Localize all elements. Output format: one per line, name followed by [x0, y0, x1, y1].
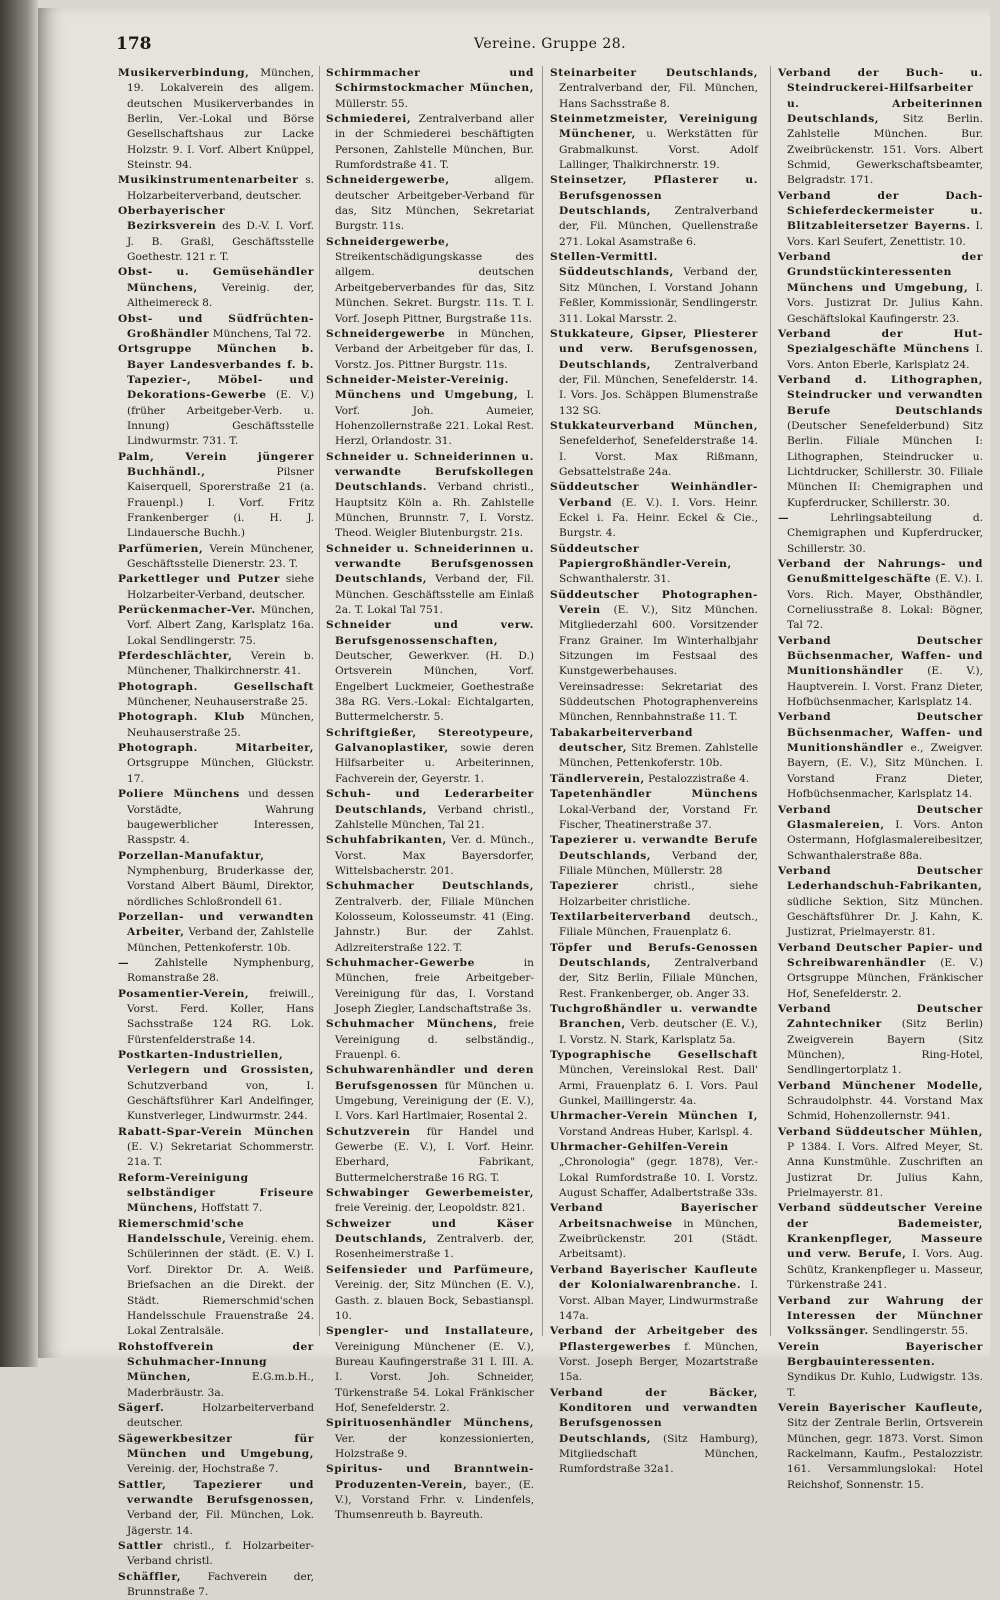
entry-heading: Rabatt-Spar-Verein München: [118, 1125, 314, 1138]
directory-entry: [118, 1048, 314, 1125]
entry-heading: Verband der Arbeitgeber des Pflastergewerbes: [550, 1325, 758, 1353]
entry-heading: Oberbayerischer Bezirksverein: [118, 205, 226, 233]
directory-entry: [778, 557, 983, 634]
directory-entry: [550, 250, 758, 327]
directory-entry: [326, 956, 534, 1017]
entry-details: (E. V.), Hauptverein. I. Vorst. Franz Dieter, Hofbüchsenmacher, Karlsplatz 14.: [787, 665, 983, 709]
entry-details: I. Vors. Anton Ostermann, Hofglasmalereibesitzer, Schwanthalerstraße 88a.: [787, 818, 983, 862]
directory-entry: [118, 910, 314, 956]
directory-entry: [118, 849, 314, 910]
entry-details: (E. V.) Sekretariat Schommerstr. 21a. T.: [127, 1141, 314, 1169]
entry-details: Vereinig. der, Hochstraße 7.: [127, 1463, 279, 1476]
entry-heading: Süddeutscher Papiergroßhändler-Verein,: [550, 542, 732, 570]
entry-heading: Parfümerien,: [118, 542, 204, 555]
entry-heading: Parkettleger und Putzer: [118, 573, 281, 586]
entry-details: I. Vorf. Joh. Aumeier, Hohenzollernstraße 221. Lokal Rest. Herzl, Orlandostr. 31.: [335, 389, 534, 448]
entry-heading: Schneider u. Schneiderinnen u. verwandte Berufsgenossen Deutschlands,: [326, 542, 534, 586]
entry-details: Zentralverb. der, Rosenheimerstraße 1.: [335, 1233, 534, 1261]
entry-heading: Palm, Verein jüngerer Buchhändl.,: [118, 450, 314, 478]
directory-entry: [118, 1478, 314, 1539]
entry-heading: Riemerschmid'sche Handelsschule,: [118, 1217, 245, 1246]
entry-details: freie Vereinig. der, Leopoldstr. 821.: [335, 1202, 526, 1215]
entry-heading: —: [118, 956, 130, 969]
entry-details: Schwanthalerstr. 31.: [559, 573, 671, 586]
entry-heading: Verband Deutscher Büchsenmacher, Waffen- und Munitionshändler: [778, 634, 983, 678]
directory-entry: [326, 1263, 534, 1324]
directory-entry: [778, 250, 983, 327]
directory-entry: [118, 1570, 314, 1600]
entry-details: Zentralverband der, Fil. München, Hans Sachsstraße 8.: [559, 82, 758, 110]
entry-details: bayer., (E. V.), Vorstand Frhr. v. Lindenfels, Thumsenreuth b. Bayreuth.: [335, 1478, 535, 1522]
directory-column-3: [550, 66, 758, 1476]
entry-details: Vereinig. der, Altheimereck 8.: [127, 281, 314, 310]
entry-heading: Posamentier-Verein,: [118, 987, 250, 1000]
directory-entry: [118, 1401, 314, 1432]
entry-heading: Uhrmacher-Gehilfen-Verein: [550, 1141, 729, 1154]
entry-heading: —: [778, 511, 790, 524]
entry-details: Deutscher, Gewerkver. (H. D.) Ortsverein München, Vorf. Engelbert Luckmeier, Goethestraße 38a RG. Vers.-Lokal: Eichtalgarten, Buttermelcherstr. 5.: [335, 650, 534, 724]
directory-entry: [778, 710, 983, 802]
entry-details: München, 19. Lokalverein des allgem. deutschen Musikerverbandes in Berlin, Ver.-Lokal und Börse Gesellschaftshaus zur Lacke Holzstr. 9. I. Vorf. Albert Knüppel, Steinstr. 94.: [127, 67, 314, 172]
entry-details: Verband der, Fil. München. Geschäftsstelle am Einlaß 2a. T. Lokal Tal 751.: [335, 573, 534, 617]
entry-details: sowie deren Hilfsarbeiter u. Arbeiterinnen, Fachverein der, Geyerstr. 1.: [335, 742, 534, 785]
entry-heading: Verband Deutscher Lederhandschuh-Fabrikanten,: [778, 864, 983, 893]
directory-entry: [778, 864, 983, 941]
directory-column-1: [118, 66, 315, 1599]
entry-details: Schraudolphstr. 44. Vorstand Max Schmid, Hohenzollernstr. 941.: [787, 1095, 983, 1123]
directory-entry: [778, 634, 983, 711]
directory-entry: [550, 588, 758, 726]
directory-entry: [778, 1201, 983, 1293]
directory-entry: [550, 1109, 758, 1140]
entry-heading: Schweizer und Käser Deutschlands,: [326, 1217, 534, 1246]
directory-entry: [550, 419, 758, 480]
entry-heading: Sattler, Tapezierer und verwandte Berufsgenossen,: [118, 1478, 314, 1506]
entry-details: Syndikus Dr. Kuhlo, Ludwigstr. 13s. T.: [787, 1371, 983, 1399]
directory-entry: [550, 1201, 758, 1262]
entry-details: und dessen Vorstädte, Wahrung baugewerblicher Interessen, Rasspstr. 4.: [127, 788, 314, 847]
entry-details: Senefelderhof, Senefelderstraße 14. I. Vorst. Max Rißmann, Gebsattelstraße 24a.: [559, 435, 758, 478]
entry-details: Streikentschädigungskasse des allgem. deutschen Arbeitgeberverbandes für das, Sitz München. Sekret. Burgstr. 11s. T. I. Vorf. Joseph Pittner, Burgstraße 11s.: [335, 251, 534, 325]
directory-entry: [118, 542, 314, 573]
entry-heading: Photograph. Mitarbeiter,: [118, 742, 314, 755]
entry-details: Verband der, Zahlstelle München, Pettenkoferstr. 10b.: [127, 926, 314, 954]
entry-details: Zentralverband der, Sitz Berlin, Filiale München, Rest. Frankenberger, ob. Anger 33.: [559, 956, 758, 1000]
entry-details: christl., f. Holzarbeiter-Verband christl.: [127, 1540, 314, 1568]
directory-entry: [326, 112, 534, 173]
entry-details: (E. V.). I. Vors. Heinr. Eckel i. Fa. Heinr. Eckel & Cie., Burgstr. 4.: [559, 496, 758, 540]
entry-heading: Reform-Vereinigung selbständiger Friseure Münchens,: [118, 1171, 314, 1215]
entry-details: Sitz der Zentrale Berlin, Ortsverein München, gegr. 1873. Vorst. Simon Rackelmann, Kaufm., Pestalozzistr. 161. Versammlungslokal: Hotel Reichshof, Sonnenstr. 15.: [787, 1417, 983, 1491]
entry-details: Verband der, Sitz München, I. Vorstand Johann Feßler, Kommissionär, Sendlingerstr. 311. Lokal Marsstr. 2.: [559, 266, 758, 325]
page-header: [78, 34, 980, 58]
entry-details: Schutzverband von, I. Geschäftsführer Karl Andelfinger, Kunstverleger, Lindwurmstr. 244.: [127, 1079, 314, 1123]
directory-entry: [118, 956, 314, 987]
directory-entry: [118, 680, 314, 711]
entry-details: München, Vereinslokal Rest. Dall' Armi, Frauenplatz 6. I. Vors. Paul Gunkel, Maillingerstr. 4a.: [559, 1064, 758, 1108]
entry-heading: Tuchgroßhändler u. verwandte Branchen,: [550, 1002, 758, 1031]
directory-entry: [550, 173, 758, 250]
entry-heading: Schneider u. Schneiderinnen u. verwandte Berufskollegen Deutschlands.: [326, 450, 534, 494]
directory-entry: [118, 1539, 314, 1570]
entry-details: südliche Sektion, Sitz München. Geschäftsführer Dr. J. Kahn, K. Justizrat, Prielmayerstr. 81.: [787, 895, 983, 939]
entry-details: u. Werkstätten für Grabmalkunst. Vorst. Adolf Lallinger, Thalkirchnerstr. 19.: [559, 128, 758, 172]
directory-entry: [778, 1002, 983, 1079]
directory-entry: [326, 1324, 534, 1416]
entry-details: Zentralverband der, Fil. München, Quellenstraße 271. Lokal Asamstraße 6.: [559, 205, 758, 248]
entry-heading: Obst- u. Gemüsehändler Münchens,: [118, 266, 314, 294]
directory-entry: [778, 1079, 983, 1125]
directory-entry: [118, 1340, 314, 1401]
entry-details: (E. V.). I. Vors. Rich. Mayer, Obsthändler, Corneliusstraße 8. Lokal: Bögner, Tal 72.: [787, 573, 983, 632]
entry-details: Ortsgruppe München, Glückstr. 17.: [127, 757, 314, 785]
entry-heading: Verband Bayerischer Kaufleute der Kolonialwarenbranche.: [550, 1263, 758, 1292]
directory-entry: [118, 173, 314, 204]
directory-entry: [550, 1263, 758, 1324]
directory-entry: [118, 1125, 314, 1171]
entry-heading: Verband Münchener Modelle,: [778, 1079, 983, 1092]
entry-details: I. Vors. Karl Seufert, Zenettistr. 10.: [787, 220, 984, 248]
directory-entry: [326, 373, 534, 450]
entry-details: Vorstand Andreas Huber, Karlspl. 4.: [559, 1125, 753, 1138]
entry-details: Sitz Berlin. Zahlstelle München. Bur. Zweibrückenstr. 151. Vors. Albert Schmid, Gewerkschaftsbeamter, Belgradstr. 171.: [787, 113, 983, 187]
directory-entry: [326, 66, 534, 112]
entry-details: (E. V.) (früher Arbeitgeber-Verb. u. Innung) Geschäftsstelle Lindwurmstr. 731. T.: [127, 389, 315, 448]
entry-heading: Verband der Bäcker, Konditoren und verwandten Berufsgenossen Deutschlands,: [550, 1386, 758, 1445]
entry-heading: Schuhmacher-Gewerbe: [326, 956, 475, 969]
directory-entry: [778, 803, 983, 864]
directory-entry: [550, 910, 758, 941]
directory-entry: [778, 1294, 983, 1340]
entry-heading: Musikinstrumentenarbeiter: [118, 174, 299, 187]
entry-details: siehe Holzarbeiter-Verband, deutscher.: [127, 573, 315, 601]
directory-entry: [778, 1401, 983, 1493]
entry-heading: Sägerf.: [118, 1401, 165, 1414]
entry-details: Zentralverband der, Fil. München, Senefelderstr. 14. I. Vors. Jos. Schäppen Blumenstraße 132 SG.: [559, 358, 758, 417]
entry-details: Vereinig. ehem. Schülerinnen der städt. (E. V.) I. Vorf. Direktor Dr. A. Weiß. Briefsachen an die Direkt. der Städt. Riemerschmid'schen Handelsschule Frauenstraße 24. Lokal Zentralsäle.: [127, 1233, 314, 1338]
entry-heading: Tapetenhändler Münchens: [550, 788, 758, 801]
entry-heading: Uhrmacher-Verein München I,: [550, 1110, 758, 1123]
entry-heading: Schuhmacher Münchens,: [326, 1018, 498, 1031]
entry-heading: Spirituosenhändler Münchens,: [326, 1417, 534, 1430]
entry-heading: Poliere Münchens: [118, 788, 240, 801]
entry-heading: Stukkateure, Gipser, Pliesterer und verw. Berufsgenossen, Deutschlands,: [550, 327, 758, 371]
entry-details: (Deutscher Senefelderbund) Sitz Berlin. Filiale München I: Lithographen, Steindrucker u. Lichtdrucker, Schillerstr. 30. Filiale München II: Chemigraphen und Kupferdrucker, Schillerstr. 30.: [787, 419, 983, 509]
entry-heading: Schuhwarenhändler und deren Berufsgenossen: [326, 1064, 534, 1092]
entry-details: I. Vors. Aug. Schütz, Krankenpfleger u. Masseur, Türkenstraße 241.: [787, 1248, 983, 1292]
entry-details: Pilsner Kaiserquell, Sporerstraße 21 (a. Frauenpl.) I. Vorf. Fritz Frankenberger (i. H. J. Lindauersche Buchh.): [127, 465, 314, 540]
entry-heading: Schwabinger Gewerbemeister,: [326, 1187, 534, 1200]
directory-entry: [118, 204, 314, 265]
entry-heading: Verband d. Lithographen, Steindrucker und verwandten Berufe Deutschlands: [778, 373, 983, 417]
entry-heading: Seifensieder und Parfümeure,: [326, 1263, 534, 1276]
entry-details: München, Neuhauserstraße 25.: [127, 711, 314, 739]
directory-entry: [118, 342, 314, 449]
column-divider: [319, 66, 320, 1336]
directory-entry: [550, 879, 758, 910]
directory-entry: [326, 833, 534, 879]
entry-heading: Verband Deutscher Papier- und Schreibwarenhändler: [778, 941, 983, 969]
entry-heading: Schuhfabrikanten,: [326, 834, 447, 847]
directory-entry: [118, 572, 314, 603]
entry-heading: Schneider-Meister-Vereinig. Münchens und Umgebung,: [326, 373, 519, 402]
entry-heading: Verband süddeutscher Vereine der Bademeister, Krankenpfleger, Masseure und verw. Berufe,: [778, 1202, 983, 1261]
page-number: 178: [116, 34, 152, 54]
entry-details: Ver. d. Münch., Vorst. Max Bayersdorfer, Wittelsbacherstr. 201.: [335, 834, 534, 877]
directory-entry: [550, 480, 758, 541]
entry-details: Zahlstelle Nymphenburg, Romanstraße 28.: [127, 956, 314, 985]
directory-entry: [550, 941, 758, 1002]
entry-heading: Verband Deutscher Büchsenmacher, Waffen- und Munitionshändler: [778, 711, 983, 755]
entry-details: Sendlingerstr. 55.: [872, 1325, 969, 1338]
directory-entry: [550, 726, 758, 772]
entry-heading: Verband der Grundstückinteressenten Münchens und Umgebung,: [778, 251, 983, 294]
entry-heading: Schäffler,: [118, 1570, 182, 1583]
directory-entry: [118, 1432, 314, 1478]
directory-entry: [118, 603, 314, 649]
directory-entry: [118, 1171, 314, 1217]
directory-entry: [550, 772, 758, 787]
entry-details: I. Vorst. Alban Mayer, Lindwurmstraße 147a.: [559, 1279, 758, 1322]
entry-heading: Photograph. Klub: [118, 711, 245, 724]
entry-details: I. Vors. Anton Eberle, Karlsplatz 24.: [787, 343, 983, 371]
entry-details: Vereinigung Münchener (E. V.), Bureau Kaufingerstraße 31 I. III. A. I. Vorst. Joh. Schneider, Türkenstraße 54. Lokal Fränkischer Hof, Senefelderstr. 2.: [335, 1340, 534, 1414]
directory-entry: [326, 450, 534, 542]
column-divider: [542, 66, 543, 1336]
entry-heading: Verband der Nahrungs- und Genußmittelgeschäfte: [778, 558, 983, 586]
directory-entry: [778, 511, 983, 557]
entry-details: deutsch., Filiale München, Frauenplatz 6.: [559, 910, 758, 939]
directory-entry: [118, 1217, 314, 1340]
directory-entry: [550, 542, 758, 588]
directory-column-2: [326, 66, 535, 1522]
entry-heading: Spengler- und Installateure,: [326, 1325, 534, 1338]
directory-entry: [778, 1125, 983, 1202]
entry-heading: Musikerverbindung,: [118, 67, 250, 79]
directory-entry: [778, 66, 983, 189]
entry-details: christl., siehe Holzarbeiter christliche.: [559, 880, 758, 908]
directory-entry: [550, 787, 758, 833]
entry-details: für München u. Umgebung, Vereinigung der (E. V.), I. Vors. Karl Hartlmaier, Rosental 2.: [335, 1079, 535, 1123]
entry-heading: Schneidergewerbe: [326, 327, 446, 340]
entry-heading: Schneider und verw. Berufsgenossenschaften,: [326, 619, 534, 647]
entry-heading: Tapezierer u. verwandte Berufe Deutschlands,: [550, 834, 758, 862]
directory-entry: [326, 618, 534, 725]
entry-heading: Schneidergewerbe,: [326, 235, 450, 248]
directory-entry: [778, 327, 983, 373]
entry-heading: Sägewerkbesitzer für München und Umgebung,: [118, 1432, 314, 1460]
entry-heading: Porzellan- und verwandten Arbeiter,: [118, 910, 314, 939]
book-binding-gutter: [0, 0, 38, 1367]
entry-heading: Schuh- und Lederarbeiter Deutschlands,: [326, 788, 534, 816]
directory-entry: [326, 787, 534, 833]
directory-entry: [326, 726, 534, 787]
directory-entry: [326, 1462, 534, 1523]
entry-details: Münchens, Tal 72.: [212, 327, 312, 340]
entry-heading: Typographische Gesellschaft: [550, 1049, 758, 1061]
entry-heading: Tändlerverein,: [550, 772, 645, 785]
entry-heading: Süddeutscher Photographen-Verein: [550, 588, 758, 617]
directory-entry: [550, 833, 758, 879]
directory-entry: [550, 1140, 758, 1201]
directory-entry: [118, 312, 314, 343]
column-divider: [770, 66, 771, 1336]
entry-heading: Textilarbeiterverband: [550, 910, 691, 923]
directory-entry: [778, 1340, 983, 1401]
directory-entry: [326, 1217, 534, 1263]
entry-details: Zentralverband aller in der Schmiederei beschäftigten Personen, Zahlstelle München, Bur. Rumfordstraße 41. T.: [335, 113, 534, 172]
entry-details: in München, Verband der Arbeitgeber für das, I. Vorstz. Jos. Pittner Burgstr. 11s.: [335, 327, 534, 371]
entry-details: Hoffstatt 7.: [201, 1202, 263, 1215]
entry-heading: Tabakarbeiterverband deutscher,: [550, 726, 694, 755]
entry-details: P 1384. I. Vors. Alfred Meyer, St. Anna Kunstmühle. Zuschriften an Justizrat Dr. Julius Kahn, Prielmayerstr. 81.: [787, 1141, 983, 1200]
entry-heading: Postkarten-Industriellen, Verlegern und Grossisten,: [118, 1049, 314, 1077]
entry-heading: Verband der Dach-Schieferdeckermeister u. Blitzableitersetzer Bayerns.: [778, 189, 983, 233]
entry-details: Sitz Bremen. Zahlstelle München, Pettenkoferstr. 10b.: [559, 742, 758, 770]
entry-details: f. München, Vorst. Joseph Berger, Mozartstraße 15a.: [559, 1340, 758, 1384]
entry-details: Lokal-Verband der, Vorstand Fr. Fischer, Theatinerstraße 37.: [559, 803, 758, 831]
directory-entry: [118, 710, 314, 741]
entry-heading: Verband Deutscher Zahntechniker: [778, 1002, 983, 1031]
entry-details: des D.-V. I. Vorf. J. B. Graßl, Geschäftsstelle Goethestr. 121 r. T.: [127, 220, 314, 264]
entry-heading: Verband zur Wahrung der Interessen der Münchner Volkssänger.: [778, 1294, 983, 1338]
directory-entry: [326, 235, 534, 327]
entry-details: Fachverein der, Brunnstraße 7.: [127, 1570, 315, 1599]
entry-details: freie Vereinigung d. selbständig., Frauenpl. 6.: [335, 1018, 534, 1061]
directory-entry: [118, 649, 314, 680]
entry-details: „Chronologia" (gegr. 1878), Ver.-Lokal Rumfordstraße 10. I. Vorstz. August Schaffer, Adalbertstraße 33s.: [559, 1156, 758, 1200]
directory-entry: [118, 987, 314, 1048]
entry-details: Pestalozzistraße 4.: [648, 772, 750, 785]
entry-details: für Handel und Gewerbe (E. V.), I. Vorf. Heinr. Eberhard, Fabrikant, Buttermelcherstraße 16 RG. T.: [335, 1125, 534, 1184]
directory-entry: [118, 741, 314, 787]
entry-details: Verband der, Fil. München, Lok. Jägerstr. 14.: [127, 1509, 314, 1537]
entry-details: in München, Zweibrückenstr. 201 (Städt. Arbeitsamt).: [559, 1217, 758, 1261]
entry-details: e., Zweigver. Bayern, (E. V.), Sitz München. I. Vorstand Franz Dieter, Hofbüchsenmacher, Karlsplatz 14.: [787, 742, 984, 801]
entry-heading: Ortsgruppe München b. Bayer Landesverbandes f. b. Tapezier-, Möbel- und Dekorations-Gewerbe: [118, 343, 314, 402]
entry-heading: Verband Süddeutscher Mühlen,: [778, 1125, 983, 1138]
entry-details: Lehrlingsabteilung d. Chemigraphen und Kupferdrucker, Schillerstr. 30.: [787, 511, 983, 555]
entry-heading: Verband Bayerischer Arbeitsnachweise: [550, 1202, 758, 1230]
entry-heading: Verband Deutscher Glasmalereien,: [778, 803, 983, 831]
entry-details: Zentralverb. der, Filiale München Kolosseum, Kolosseumstr. 41 (Eing. Jahnstr.) Bur. der Zahlst. Adlzreiterstraße 122. T.: [335, 895, 534, 954]
entry-details: Verband der, Filiale München, Müllerstr. 28: [559, 849, 758, 877]
entry-heading: Töpfer und Berufs-Genossen Deutschlands,: [550, 941, 758, 969]
entry-heading: Tapezierer: [550, 880, 619, 893]
entry-details: (E. V.), Sitz München. Mitgliederzahl 600. Vorsitzender Franz Grainer. Im Winterhalbjahr Sitzungen im Festsaal des Kunstgewerbehauses. Vereinsadresse: Sekretariat des Süddeutschen Photographenvereins München, Rennbahnstraße 11. T.: [559, 604, 758, 724]
directory-entry: [326, 327, 534, 373]
directory-entry: [326, 1063, 534, 1124]
entry-heading: Verein Bayerischer Bergbauinteressenten.: [778, 1340, 983, 1368]
entry-heading: Stukkateurverband München,: [550, 419, 758, 432]
directory-entry: [326, 1416, 534, 1462]
entry-heading: Porzellan-Manufaktur,: [118, 849, 265, 862]
entry-heading: Sattler: [118, 1540, 163, 1552]
entry-details: Ver. der konzessionierten, Holzstraße 9.: [335, 1432, 534, 1460]
entry-heading: Steinsetzer, Pflasterer u. Berufsgenossen Deutschlands,: [550, 174, 758, 218]
entry-details: Vereinig. der, Sitz München (E. V.), Gasth. z. blauen Bock, Sebastianspl. 10.: [335, 1279, 534, 1322]
directory-entry: [326, 1017, 534, 1063]
entry-heading: Schirmmacher und Schirmstockmacher München,: [326, 67, 534, 95]
entry-heading: Schutzverein: [326, 1125, 411, 1138]
entry-heading: Obst- und Südfrüchten-Großhändler: [118, 312, 314, 340]
entry-heading: Schneidergewerbe,: [326, 174, 450, 187]
directory-entry: [326, 542, 534, 619]
entry-details: Verband christl., Zahlstelle München, Tal 21.: [335, 803, 535, 831]
entry-details: München, Vorf. Albert Zang, Karlsplatz 16a. Lokal Sendlingerstr. 75.: [127, 604, 314, 647]
directory-entry: [326, 879, 534, 956]
entry-heading: Schriftgießer, Stereotypeure, Galvanoplastiker,: [326, 726, 534, 755]
directory-entry: [118, 66, 314, 173]
entry-heading: Verband der Hut-Spezialgeschäfte Münchens: [778, 327, 983, 356]
entry-details: (Sitz Hamburg), Mitgliedschaft München, Rumfordstraße 32a1.: [559, 1432, 758, 1476]
entry-heading: Steinmetzmeister, Vereinigung Münchener,: [550, 113, 758, 141]
directory-entry: [550, 1324, 758, 1385]
entry-heading: Spiritus- und Branntwein-Produzenten-Verein,: [326, 1463, 534, 1491]
directory-entry: [778, 189, 983, 250]
directory-entry: [778, 373, 983, 511]
directory-entry: [118, 265, 314, 311]
entry-details: Holzarbeiterverband deutscher.: [127, 1401, 314, 1430]
entry-details: Nymphenburg, Bruderkasse der, Vorstand Albert Bäuml, Direktor, nördliches Schloßrondell 61.: [127, 864, 314, 908]
entry-details: Verein b. Münchener, Thalkirchnerstr. 41.: [127, 650, 314, 678]
entry-details: s. Holzarbeiterverband, deutscher.: [127, 174, 314, 202]
entry-heading: Steinarbeiter Deutschlands,: [550, 67, 758, 79]
entry-details: allgem. deutscher Arbeitgeber-Verband für das, Sitz München, Sekretariat Burgstr. 11s.: [335, 174, 534, 233]
entry-details: E.G.m.b.H., Maderbräustr. 3a.: [127, 1371, 314, 1399]
entry-details: (Sitz Berlin) Zweigverein Bayern (Sitz München), Ring-Hotel, Sendlingertorplatz 1.: [787, 1018, 983, 1077]
entry-heading: Süddeutscher Weinhändler-Verband: [550, 481, 758, 509]
entry-heading: Perückenmacher-Ver.: [118, 604, 256, 617]
directory-entry: [326, 1125, 534, 1186]
directory-entry: [118, 787, 314, 848]
directory-entry: [326, 1186, 534, 1217]
entry-heading: Verband der Buch- u. Steindruckerei-Hilfsarbeiter u. Arbeiterinnen Deutschlands,: [778, 67, 983, 126]
entry-details: Münchener, Neuhauserstraße 25.: [127, 696, 308, 709]
entry-heading: Pferdeschlächter,: [118, 650, 233, 663]
entry-details: in München, freie Arbeitgeber-Vereinigung für das, I. Vorstand Joseph Ziegler, Landschaftstraße 3s.: [335, 956, 534, 1015]
directory-entry: [118, 450, 314, 542]
entry-details: Verein Münchener, Geschäftsstelle Dienerstr. 23. T.: [127, 542, 314, 570]
entry-details: Verband christl., Hauptsitz Köln a. Rh. Zahlstelle München, Brunnstr. 7, I. Vorstz. Theod. Weigler Blutenburgstr. 21s.: [335, 481, 535, 540]
entry-details: I. Vors. Justizrat Dr. Julius Kahn. Geschäftslokal Kaufingerstr. 23.: [787, 281, 983, 325]
directory-entry: [550, 112, 758, 173]
directory-entry: [550, 1386, 758, 1478]
directory-entry: [778, 941, 983, 1002]
entry-details: Verb. deutscher (E. V.), I. Vorstz. N. Stark, Karlsplatz 5a.: [559, 1018, 758, 1046]
entry-heading: Rohstoffverein der Schuhmacher-Innung München,: [118, 1340, 314, 1384]
entry-heading: Verein Bayerischer Kaufleute,: [778, 1401, 983, 1414]
directory-column-4: [778, 66, 984, 1491]
entry-details: Müllerstr. 55.: [335, 97, 408, 110]
entry-details: freiwill., Vorst. Ferd. Koller, Hans Sachsstraße 124 RG. Lok. Fürstenfelderstraße 14.: [127, 987, 314, 1046]
running-title: Vereine. Gruppe 28.: [474, 36, 627, 52]
entry-heading: Photograph. Gesellschaft: [118, 680, 314, 693]
directory-entry: [550, 66, 758, 112]
directory-entry: [326, 173, 534, 234]
entry-heading: Schmiederei,: [326, 113, 412, 126]
directory-entry: [550, 1048, 758, 1109]
directory-entry: [550, 1002, 758, 1048]
directory-entry: [550, 327, 758, 419]
entry-heading: Schuhmacher Deutschlands,: [326, 880, 534, 893]
entry-details: (E. V.) Ortsgruppe München, Fränkischer Hof, Senefelderstr. 2.: [787, 956, 983, 1000]
entry-heading: Stellen-Vermittl. Süddeutschlands,: [550, 251, 674, 279]
